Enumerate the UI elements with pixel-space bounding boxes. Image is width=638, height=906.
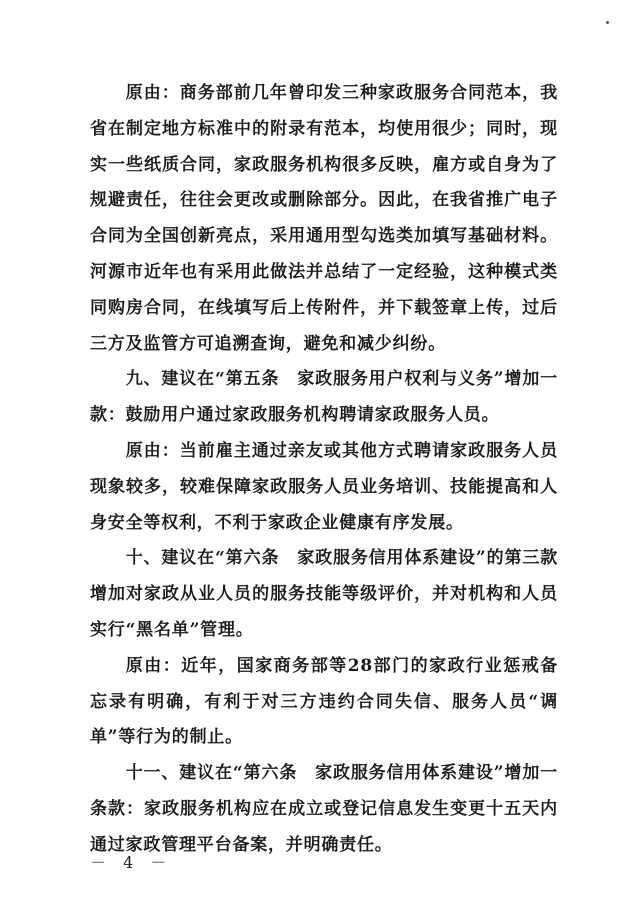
scan-speck [606,21,609,24]
page-number: － 4 － [90,853,173,872]
paragraph-reason-contracts: 原由：商务部前几年曾印发三种家政服务合同范本，我省在制定地方标准中的附录有范本，均使用很少；同时，现实一些纸质合同，家政服务机构很多反映，雇方或自身为了规避责任，往往会更改或删除部分。因此，在我省推广电子合同为全国创新亮点，采用通用型勾选类加填写基础材料。河源市近年也有采用此做法并总结了一定经验，这种模式类同购房合同，在线填写后上传附件，并下载签章上传，过后三方及监管方可追溯查询，避免和减少纠纷。 [90,83,558,354]
paragraph-suggestion-10: 十、建议在“第六条 家政服务信用体系建设”的第三款增加对家政从业人员的服务技能等级评价，并对机构和人员实行“黑名单”管理。 [90,548,558,640]
paragraph-reason-9: 原由：当前雇主通过亲友或其他方式聘请家政服务人员现象较多，较难保障家政服务人员业务培训、技能提高和人身安全等权利，不利于家政企业健康有序发展。 [90,440,558,533]
paragraph-reason-10: 原由：近年，国家商务部等28部门的家政行业惩戒备忘录有明确，有利于对三方违约合同失信、服务人员“调单”等行为的制止。 [90,655,558,748]
document-body [90,76,558,864]
paragraph-suggestion-9: 九、建议在“第五条 家政服务用户权利与义务”增加一款：鼓励用户通过家政服务机构聘请家政服务人员。 [90,369,558,426]
paragraph-suggestion-11: 十一、建议在“第六条 家政服务信用体系建设”增加一条款：家政服务机构应在成立或登记信息发生变更十五天内通过家政管理平台备案，并明确责任。 [90,763,558,855]
